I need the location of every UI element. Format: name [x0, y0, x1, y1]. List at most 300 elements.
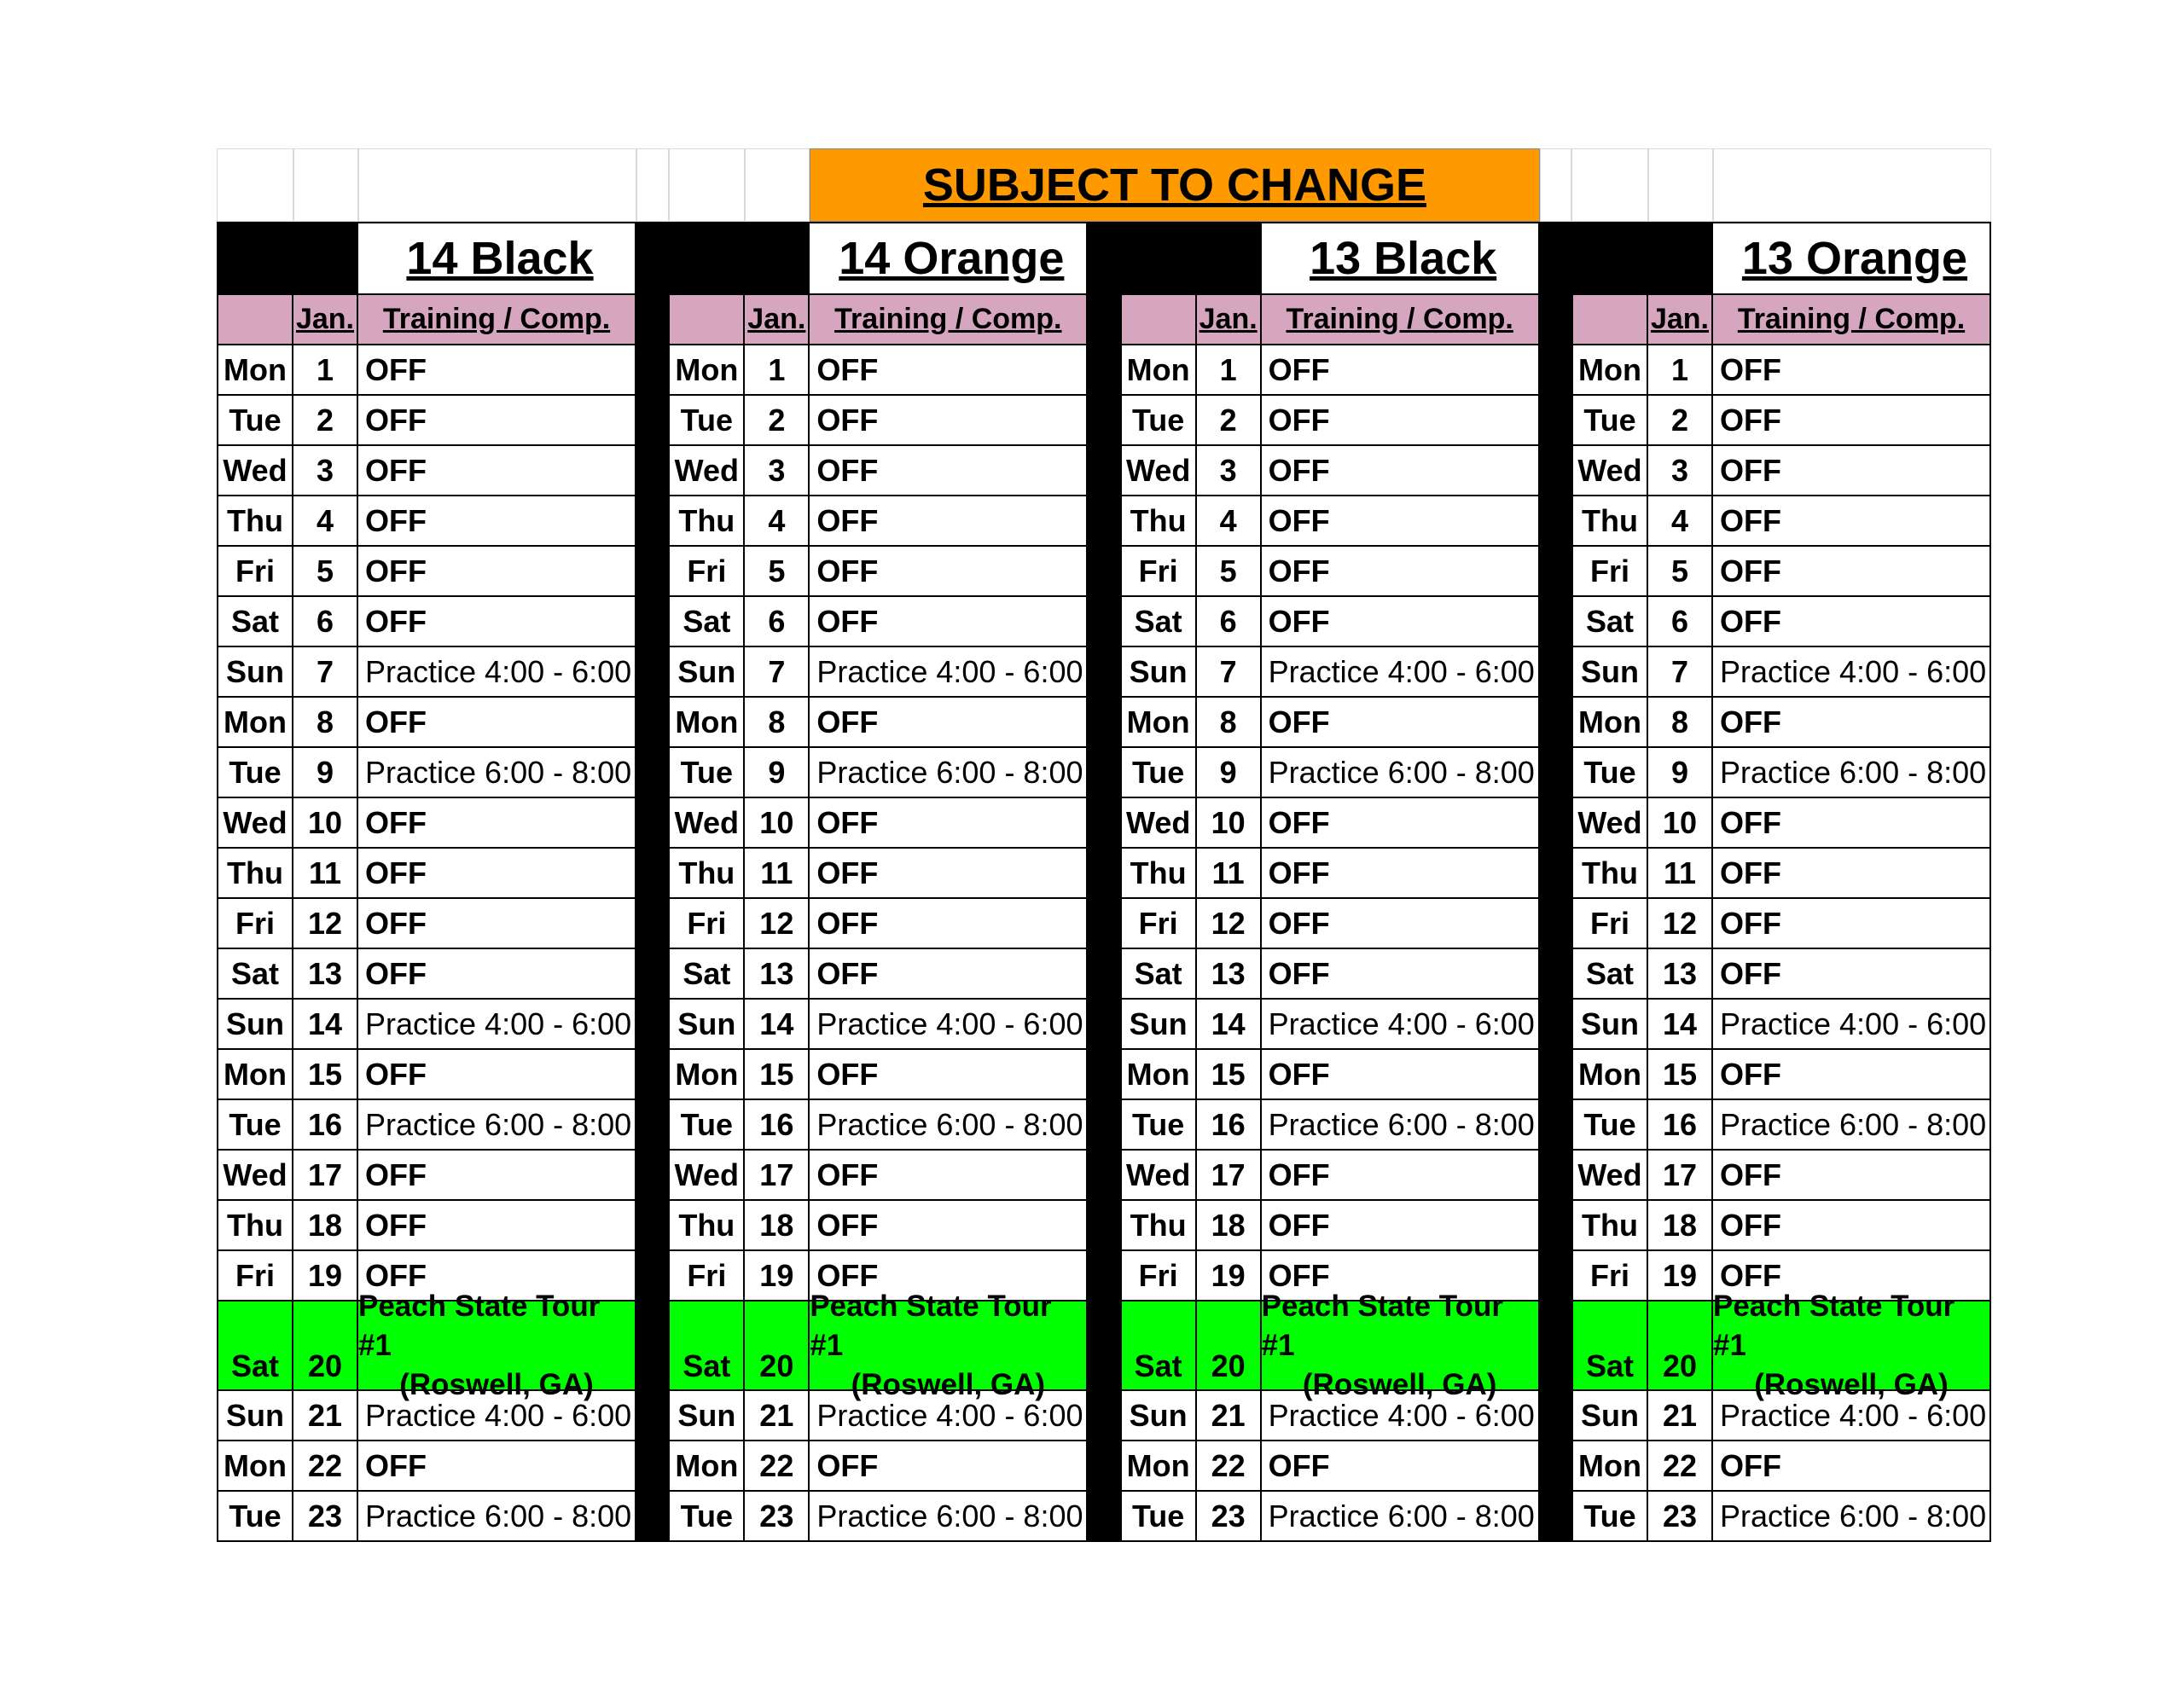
- activity-cell: OFF: [810, 396, 1088, 446]
- activity-cell: Practice 4:00 - 6:00: [358, 1000, 636, 1050]
- date-cell: 7: [1197, 647, 1262, 698]
- activity-cell: Practice 4:00 - 6:00: [1262, 647, 1540, 698]
- date-cell: 12: [293, 899, 358, 949]
- day-cell: Sat: [217, 1301, 293, 1391]
- day-cell: Sat: [1571, 597, 1648, 647]
- schedule-row: [217, 1289, 636, 1401]
- activity-cell: OFF: [810, 849, 1088, 899]
- day-cell: Tue: [1120, 1492, 1197, 1542]
- day-cell: Tue: [217, 748, 293, 798]
- day-cell: Tue: [1120, 748, 1197, 798]
- activity-cell: OFF: [358, 345, 636, 396]
- column-header-row: [668, 295, 1088, 345]
- schedule-row: [1120, 1100, 1540, 1151]
- month-column-header: Jan.: [1648, 295, 1713, 345]
- schedule-row: [1571, 698, 1991, 748]
- activity-cell: OFF: [1713, 1201, 1991, 1251]
- activity-cell: OFF: [1262, 1151, 1540, 1201]
- schedule-row: [217, 1050, 636, 1100]
- schedule-row: [217, 496, 636, 547]
- activity-cell: OFF: [358, 446, 636, 496]
- schedule-row: [1571, 1000, 1991, 1050]
- activity-cell: OFF: [810, 496, 1088, 547]
- date-cell: 18: [1197, 1201, 1262, 1251]
- schedule-row: [217, 1000, 636, 1050]
- date-cell: 13: [293, 949, 358, 1000]
- date-cell: 1: [1197, 345, 1262, 396]
- day-cell: Wed: [1120, 798, 1197, 849]
- month-column-header: Jan.: [1197, 295, 1262, 345]
- day-cell: Tue: [1571, 1100, 1648, 1151]
- day-cell: Thu: [668, 849, 745, 899]
- day-cell: Thu: [217, 1201, 293, 1251]
- date-cell: 7: [293, 647, 358, 698]
- day-cell: Fri: [1120, 547, 1197, 597]
- empty-cell: [669, 148, 746, 222]
- empty-cell: [358, 148, 636, 222]
- header-filler: [293, 222, 358, 295]
- schedule-row: [1120, 345, 1540, 396]
- day-cell: Wed: [1120, 446, 1197, 496]
- month-column-header: Jan.: [293, 295, 358, 345]
- date-cell: 6: [1648, 597, 1713, 647]
- day-column-header: [217, 295, 293, 345]
- schedule-row: [1120, 1289, 1540, 1401]
- activity-cell: OFF: [358, 1251, 636, 1301]
- date-cell: 5: [1197, 547, 1262, 597]
- subject-to-change-banner: SUBJECT TO CHANGE: [810, 148, 1539, 222]
- activity-cell: Practice 6:00 - 8:00: [1713, 748, 1991, 798]
- day-cell: Sun: [668, 1391, 745, 1441]
- day-cell: Thu: [1571, 849, 1648, 899]
- schedule-row: [668, 597, 1088, 647]
- schedule-row: [1571, 547, 1991, 597]
- date-cell: 4: [293, 496, 358, 547]
- activity-cell: Practice 4:00 - 6:00: [358, 1391, 636, 1441]
- schedule-row: [217, 1201, 636, 1251]
- activity-cell: Practice 6:00 - 8:00: [810, 748, 1088, 798]
- activity-cell: OFF: [810, 547, 1088, 597]
- schedule-row: [1571, 597, 1991, 647]
- date-cell: 17: [1197, 1151, 1262, 1201]
- schedule-row: [217, 647, 636, 698]
- event-location: (Roswell, GA): [851, 1367, 1046, 1401]
- date-cell: 15: [1197, 1050, 1262, 1100]
- date-cell: 19: [1197, 1251, 1262, 1301]
- date-cell: 3: [1648, 446, 1713, 496]
- date-cell: 5: [745, 547, 810, 597]
- date-cell: 4: [1197, 496, 1262, 547]
- activity-cell: OFF: [358, 698, 636, 748]
- date-cell: 1: [293, 345, 358, 396]
- day-cell: Fri: [1120, 1251, 1197, 1301]
- date-cell: 9: [1648, 748, 1713, 798]
- date-cell: 1: [1648, 345, 1713, 396]
- day-cell: Wed: [217, 798, 293, 849]
- day-cell: Wed: [1571, 798, 1648, 849]
- team-header-row: [668, 222, 1088, 295]
- activity-cell: OFF: [358, 1151, 636, 1201]
- day-cell: Wed: [668, 798, 745, 849]
- date-cell: 17: [293, 1151, 358, 1201]
- activity-cell: OFF: [1262, 396, 1540, 446]
- day-cell: Tue: [1120, 396, 1197, 446]
- day-cell: Thu: [1571, 496, 1648, 547]
- day-cell: Wed: [1571, 446, 1648, 496]
- empty-cell: [1571, 148, 1648, 222]
- team-header-row: [1120, 222, 1540, 295]
- schedule-row: [1120, 949, 1540, 1000]
- date-cell: 18: [1648, 1201, 1713, 1251]
- team-name: 13 Orange: [1713, 222, 1991, 295]
- schedule-row: [668, 496, 1088, 547]
- schedule-row: [668, 446, 1088, 496]
- schedule-row: [1120, 1391, 1540, 1441]
- activity-cell: Practice 6:00 - 8:00: [1713, 1100, 1991, 1151]
- schedule-row: [668, 1000, 1088, 1050]
- activity-cell: OFF: [358, 949, 636, 1000]
- column-separator: [1540, 222, 1571, 1542]
- date-cell: 22: [1648, 1441, 1713, 1492]
- schedule-row: [1571, 496, 1991, 547]
- day-cell: Sat: [668, 597, 745, 647]
- date-cell: 8: [1197, 698, 1262, 748]
- date-cell: 11: [1197, 849, 1262, 899]
- schedule-row: [668, 1151, 1088, 1201]
- activity-column-header: Training / Comp.: [1262, 295, 1540, 345]
- activity-cell: OFF: [1713, 496, 1991, 547]
- empty-cell: [1713, 148, 1991, 222]
- activity-cell: OFF: [358, 597, 636, 647]
- day-cell: Thu: [1571, 1201, 1648, 1251]
- day-cell: Wed: [668, 1151, 745, 1201]
- activity-cell: OFF: [358, 899, 636, 949]
- schedule-row: [668, 1441, 1088, 1492]
- schedule-row: [217, 1151, 636, 1201]
- day-cell: Thu: [668, 1201, 745, 1251]
- date-cell: 4: [745, 496, 810, 547]
- activity-cell: Practice 6:00 - 8:00: [1262, 1492, 1540, 1542]
- date-cell: 19: [293, 1251, 358, 1301]
- date-cell: 16: [1648, 1100, 1713, 1151]
- date-cell: 4: [1648, 496, 1713, 547]
- event-name: Peach State Tour #1: [810, 1289, 1052, 1362]
- activity-cell: OFF: [358, 1050, 636, 1100]
- date-cell: 8: [1648, 698, 1713, 748]
- activity-cell: OFF: [1713, 698, 1991, 748]
- schedule-row: [1571, 899, 1991, 949]
- schedule-row: [668, 345, 1088, 396]
- activity-cell: OFF: [1262, 899, 1540, 949]
- event-name: Peach State Tour #1: [1261, 1289, 1503, 1362]
- day-cell: Sat: [1120, 1301, 1197, 1391]
- activity-cell: Practice 4:00 - 6:00: [1262, 1391, 1540, 1441]
- activity-cell: OFF: [810, 597, 1088, 647]
- date-cell: 23: [745, 1492, 810, 1542]
- day-cell: Tue: [1571, 748, 1648, 798]
- day-cell: Mon: [1571, 345, 1648, 396]
- schedule-row: [1571, 748, 1991, 798]
- day-cell: Sun: [1120, 1000, 1197, 1050]
- day-cell: Mon: [668, 345, 745, 396]
- date-cell: 14: [1648, 1000, 1713, 1050]
- date-cell: 3: [745, 446, 810, 496]
- schedule-row: [1120, 798, 1540, 849]
- activity-cell: OFF: [358, 496, 636, 547]
- day-cell: Fri: [668, 1251, 745, 1301]
- schedule-row: [668, 647, 1088, 698]
- day-cell: Tue: [1120, 1100, 1197, 1151]
- event-name: Peach State Tour #1: [1712, 1289, 1955, 1362]
- activity-cell: Practice 6:00 - 8:00: [810, 1100, 1088, 1151]
- date-cell: 19: [745, 1251, 810, 1301]
- schedule-row: [668, 798, 1088, 849]
- schedule-row: [217, 1391, 636, 1441]
- date-cell: 15: [745, 1050, 810, 1100]
- day-cell: Sat: [1120, 949, 1197, 1000]
- date-cell: 22: [745, 1441, 810, 1492]
- schedule-row: [1571, 1100, 1991, 1151]
- date-cell: 15: [1648, 1050, 1713, 1100]
- schedule-row: [217, 1441, 636, 1492]
- date-cell: 13: [1197, 949, 1262, 1000]
- day-cell: Sun: [668, 647, 745, 698]
- date-cell: 12: [1648, 899, 1713, 949]
- date-cell: 16: [293, 1100, 358, 1151]
- date-cell: 20: [1648, 1301, 1713, 1391]
- date-cell: 13: [1648, 949, 1713, 1000]
- schedule-row: [1571, 1391, 1991, 1441]
- schedule-row: [1571, 1492, 1991, 1542]
- day-column-header: [1120, 295, 1197, 345]
- team-header-row: [1571, 222, 1991, 295]
- date-cell: 22: [293, 1441, 358, 1492]
- schedule-row: [1571, 1050, 1991, 1100]
- date-cell: 8: [293, 698, 358, 748]
- day-cell: Wed: [217, 1151, 293, 1201]
- date-cell: 7: [745, 647, 810, 698]
- schedule-row: [1571, 396, 1991, 446]
- day-cell: Sat: [1120, 597, 1197, 647]
- day-cell: Mon: [668, 1441, 745, 1492]
- schedule-row: [217, 396, 636, 446]
- schedule-row: [1120, 396, 1540, 446]
- activity-cell: OFF: [358, 396, 636, 446]
- schedule-row: [1120, 1441, 1540, 1492]
- schedule-row: [668, 748, 1088, 798]
- event-location: (Roswell, GA): [1302, 1367, 1497, 1401]
- date-cell: 5: [293, 547, 358, 597]
- activity-cell: OFF: [1713, 949, 1991, 1000]
- date-cell: 14: [1197, 1000, 1262, 1050]
- activity-cell: Practice 6:00 - 8:00: [358, 1100, 636, 1151]
- day-cell: Fri: [217, 547, 293, 597]
- schedule-row: [1571, 849, 1991, 899]
- event-location: (Roswell, GA): [399, 1367, 594, 1401]
- date-cell: 12: [1197, 899, 1262, 949]
- date-cell: 6: [745, 597, 810, 647]
- day-cell: Thu: [217, 849, 293, 899]
- day-cell: Fri: [1120, 899, 1197, 949]
- activity-cell: OFF: [1713, 899, 1991, 949]
- day-cell: Fri: [668, 899, 745, 949]
- schedule-row: [1120, 1151, 1540, 1201]
- date-cell: 21: [1197, 1391, 1262, 1441]
- activity-cell: [1712, 1289, 1991, 1401]
- day-cell: Fri: [1571, 899, 1648, 949]
- day-cell: Sun: [668, 1000, 745, 1050]
- header-filler: [745, 222, 810, 295]
- column-separator: [1088, 222, 1119, 1542]
- empty-cell: [217, 148, 293, 222]
- day-cell: Wed: [1120, 1151, 1197, 1201]
- day-cell: Thu: [1120, 496, 1197, 547]
- day-cell: Thu: [668, 496, 745, 547]
- schedule-row: [1120, 446, 1540, 496]
- day-cell: Sat: [1571, 949, 1648, 1000]
- date-cell: 2: [293, 396, 358, 446]
- schedule-row: [668, 1201, 1088, 1251]
- date-cell: 17: [1648, 1151, 1713, 1201]
- schedule-row: [668, 396, 1088, 446]
- day-cell: Sun: [217, 1391, 293, 1441]
- date-cell: 21: [745, 1391, 810, 1441]
- activity-cell: Practice 4:00 - 6:00: [1713, 1391, 1991, 1441]
- schedule-row: [217, 446, 636, 496]
- day-cell: Thu: [1120, 849, 1197, 899]
- activity-cell: OFF: [810, 1151, 1088, 1201]
- activity-column-header: Training / Comp.: [358, 295, 636, 345]
- activity-cell: Practice 4:00 - 6:00: [358, 647, 636, 698]
- day-cell: Sun: [1571, 647, 1648, 698]
- schedule-row: [1571, 798, 1991, 849]
- day-cell: Mon: [1120, 345, 1197, 396]
- day-cell: Wed: [668, 446, 745, 496]
- empty-cell: [1540, 148, 1572, 222]
- activity-cell: OFF: [1262, 698, 1540, 748]
- day-cell: Fri: [217, 1251, 293, 1301]
- date-cell: 15: [293, 1050, 358, 1100]
- date-cell: 11: [293, 849, 358, 899]
- day-cell: Sun: [1571, 1000, 1648, 1050]
- column-header-row: [217, 295, 636, 345]
- activity-cell: OFF: [810, 899, 1088, 949]
- date-cell: 2: [745, 396, 810, 446]
- activity-cell: Practice 6:00 - 8:00: [358, 748, 636, 798]
- schedule-row: [668, 1492, 1088, 1542]
- date-cell: 10: [1197, 798, 1262, 849]
- activity-column-header: Training / Comp.: [1713, 295, 1991, 345]
- activity-cell: Practice 4:00 - 6:00: [810, 1000, 1088, 1050]
- schedule-row: [668, 949, 1088, 1000]
- day-cell: Mon: [217, 698, 293, 748]
- schedule-row: [1120, 1050, 1540, 1100]
- team-table: [1120, 222, 1540, 1542]
- activity-cell: OFF: [810, 345, 1088, 396]
- activity-cell: Practice 6:00 - 8:00: [1713, 1492, 1991, 1542]
- schedule-row: [668, 1050, 1088, 1100]
- schedule-row: [1120, 698, 1540, 748]
- day-cell: Tue: [668, 1492, 745, 1542]
- day-cell: Mon: [668, 1050, 745, 1100]
- activity-cell: OFF: [1713, 1441, 1991, 1492]
- date-cell: 8: [745, 698, 810, 748]
- activity-cell: OFF: [1713, 345, 1991, 396]
- day-cell: Fri: [217, 899, 293, 949]
- schedule-sheet: [217, 148, 1991, 1542]
- schedule-row: [668, 899, 1088, 949]
- date-cell: 3: [1197, 446, 1262, 496]
- activity-cell: OFF: [1262, 849, 1540, 899]
- header-filler: [1648, 222, 1713, 295]
- date-cell: 11: [1648, 849, 1713, 899]
- activity-cell: OFF: [810, 1441, 1088, 1492]
- date-cell: 14: [293, 1000, 358, 1050]
- day-cell: Mon: [217, 345, 293, 396]
- date-cell: 23: [1648, 1492, 1713, 1542]
- activity-cell: OFF: [1713, 1251, 1991, 1301]
- schedule-row: [217, 899, 636, 949]
- activity-cell: OFF: [810, 1201, 1088, 1251]
- empty-cell: [745, 148, 810, 222]
- activity-cell: OFF: [810, 949, 1088, 1000]
- day-cell: Tue: [1571, 396, 1648, 446]
- schedule-row: [1120, 597, 1540, 647]
- schedule-row: [1120, 1000, 1540, 1050]
- date-cell: 1: [745, 345, 810, 396]
- team-header-row: [217, 222, 636, 295]
- day-cell: Sat: [217, 949, 293, 1000]
- day-cell: Mon: [217, 1050, 293, 1100]
- day-cell: Mon: [1120, 1050, 1197, 1100]
- date-cell: 5: [1648, 547, 1713, 597]
- schedule-row: [1120, 496, 1540, 547]
- day-cell: Tue: [668, 1100, 745, 1151]
- schedule-row: [1571, 647, 1991, 698]
- schedule-row: [217, 698, 636, 748]
- schedule-row: [217, 597, 636, 647]
- date-cell: 11: [745, 849, 810, 899]
- day-cell: Tue: [217, 1492, 293, 1542]
- activity-cell: OFF: [1262, 496, 1540, 547]
- day-cell: Sat: [668, 949, 745, 1000]
- date-cell: 10: [1648, 798, 1713, 849]
- banner-row: [217, 148, 1991, 222]
- activity-cell: OFF: [810, 1050, 1088, 1100]
- date-cell: 18: [293, 1201, 358, 1251]
- schedule-row: [1571, 1151, 1991, 1201]
- activity-cell: Practice 4:00 - 6:00: [1713, 647, 1991, 698]
- header-filler: [217, 222, 293, 295]
- date-cell: 10: [293, 798, 358, 849]
- date-cell: 6: [1197, 597, 1262, 647]
- activity-cell: OFF: [810, 698, 1088, 748]
- empty-cell: [293, 148, 358, 222]
- activity-cell: OFF: [810, 446, 1088, 496]
- schedule-row: [1120, 647, 1540, 698]
- date-cell: 7: [1648, 647, 1713, 698]
- activity-cell: OFF: [1713, 849, 1991, 899]
- day-cell: Mon: [217, 1441, 293, 1492]
- activity-cell: OFF: [1713, 446, 1991, 496]
- date-cell: 12: [745, 899, 810, 949]
- schedule-row: [1571, 446, 1991, 496]
- activity-cell: OFF: [1262, 597, 1540, 647]
- schedule-row: [1571, 1441, 1991, 1492]
- day-cell: Tue: [1571, 1492, 1648, 1542]
- activity-cell: [358, 1289, 636, 1401]
- date-cell: 23: [1197, 1492, 1262, 1542]
